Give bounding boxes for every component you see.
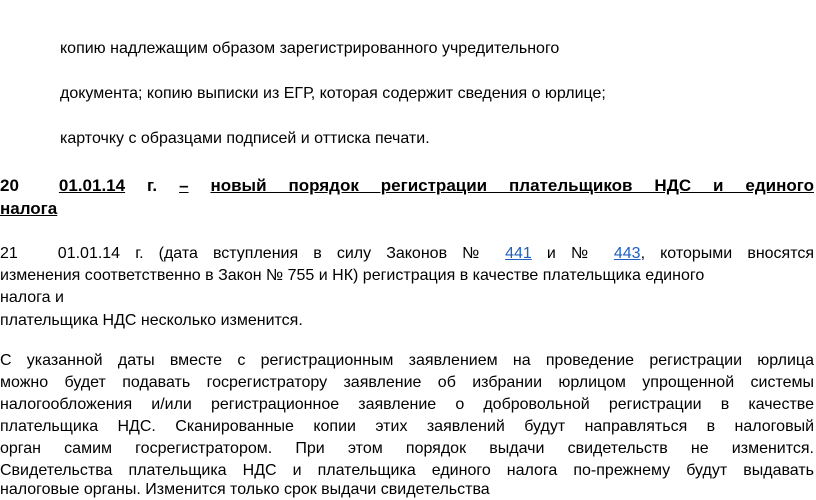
para1-line-1 <box>0 244 814 264</box>
para1-line-2: изменения соответственно в Закон № 755 и НК) регистрация в качестве плательщика единого <box>0 267 705 284</box>
heading-continuation <box>0 198 57 220</box>
para2-line-5: орган самим госрегистратором. При этом порядок выдачи свидетельств не изменится. <box>0 440 814 457</box>
para2-line-2: можно будет подавать госрегистратору заявление об избрании юрлицом упрощенной системы <box>0 374 814 391</box>
section-heading <box>0 175 814 197</box>
law-441-link[interactable]: 441 <box>505 245 532 262</box>
para2-line-3: налогообложения и/или регистрационное заявление о добровольной регистрации в качестве <box>0 396 814 413</box>
para2-line-4: плательщика НДС. Сканированные копии этих заявлений будут направляться в налоговый <box>0 418 814 435</box>
heading-number: 20 <box>0 176 19 195</box>
para1-line-3: налога и <box>0 289 64 306</box>
intro-line-1: копию надлежащим образом зарегистрированного учредительного <box>60 40 560 57</box>
law-443-link[interactable]: 443 <box>613 245 641 262</box>
para2-line-1: С указанной даты вместе с регистрационным заявлением на проведение регистрации юрлица <box>0 352 814 369</box>
para1-text-after-links: , которыми вносятся <box>640 245 815 262</box>
heading-title-line-1: новый порядок регистрации плательщиков НДС и единого <box>210 176 814 195</box>
intro-line-3: карточку с образцами подписей и оттиска печати. <box>60 130 430 147</box>
heading-date: 01.01.14 <box>58 176 126 195</box>
para2-line-6: Свидетельства плательщика НДС и плательщика единого налога по-прежнему будут выдавать <box>0 462 814 479</box>
para1-text-before-links: г. (дата вступления в силу Законов № <box>135 245 490 262</box>
para2-line-7: налоговые органы. Изменится только срок выдачи свидетельства <box>0 481 490 498</box>
intro-line-2: документа; копию выписки из ЕГР, которая содержит сведения о юрлице; <box>60 85 606 102</box>
heading-year-suffix: г. <box>147 176 158 195</box>
para1-date: 01.01.14 <box>57 245 121 262</box>
para1-line-4: плательщика НДС несколько изменится. <box>0 312 303 329</box>
para1-between-links: и № <box>546 245 599 262</box>
heading-title-line-2: налога <box>0 199 58 218</box>
heading-dash: – <box>179 176 189 195</box>
para1-number: 21 <box>0 245 18 262</box>
